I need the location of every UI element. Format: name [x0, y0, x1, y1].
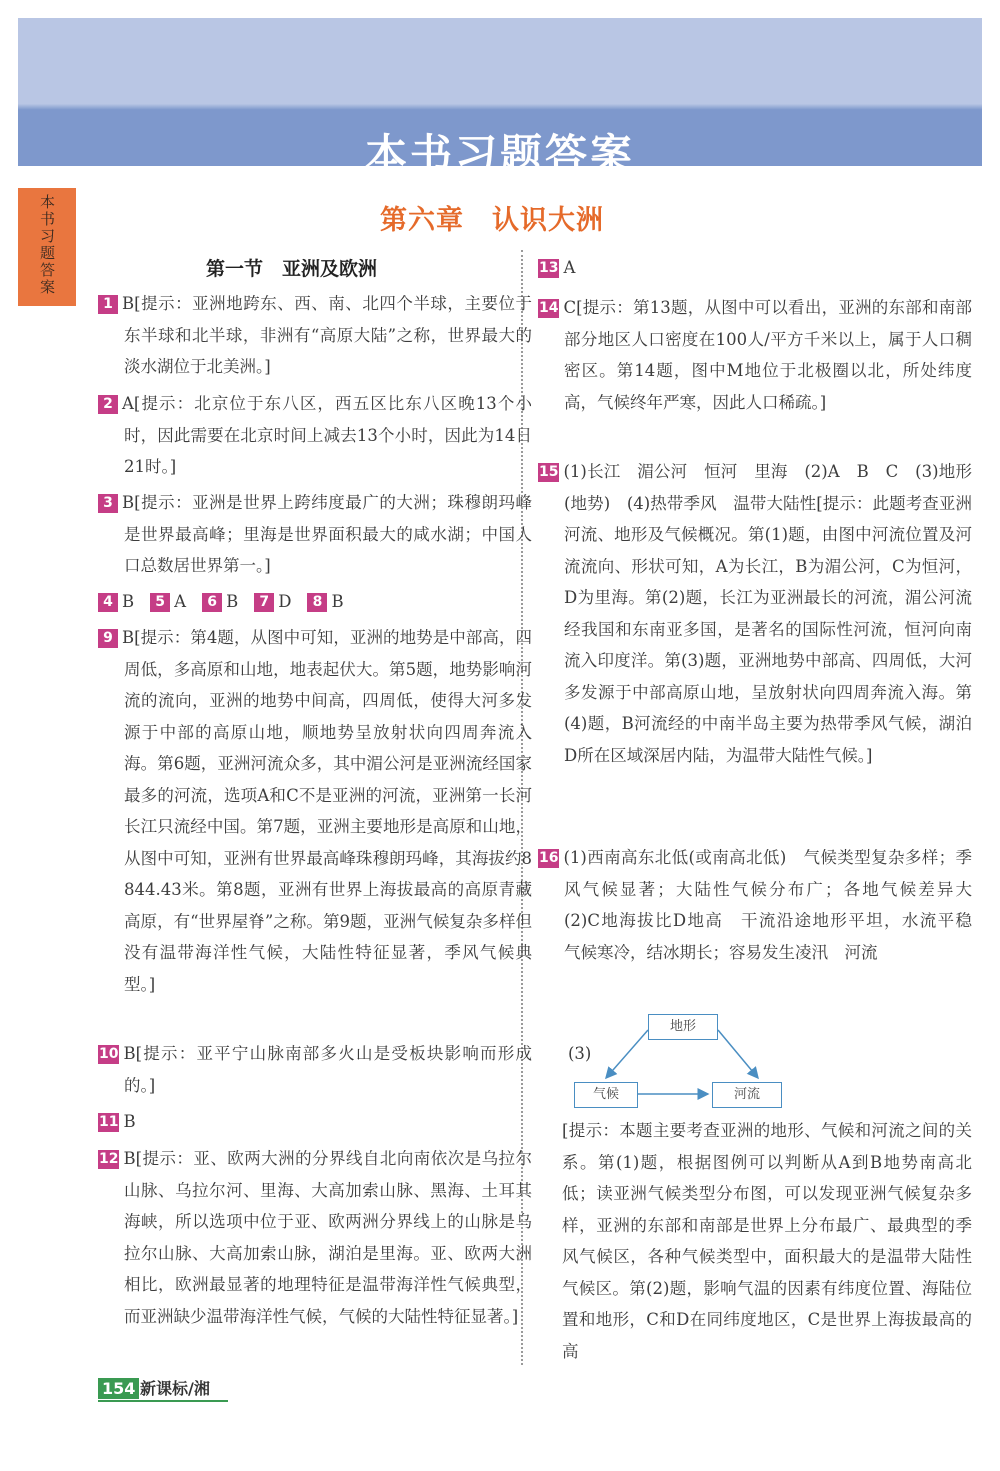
question-number-badge: 2: [98, 395, 118, 414]
answer-item: [538, 292, 972, 418]
answer-text: B: [122, 592, 135, 611]
answer-pair: [150, 592, 186, 611]
diagram-label: (3): [568, 1044, 592, 1063]
answer-item: [538, 456, 972, 771]
arrow-landform-to-climate: [606, 1030, 648, 1078]
answer-row-4-8: [98, 586, 532, 618]
relation-diagram: [562, 1012, 802, 1112]
question-number-badge: 16: [539, 850, 559, 866]
answer-pair: [307, 592, 343, 611]
answer-text: (1)西南高东北低(或南高北低) 气候类型复杂多样；季风气候显著；大陆性气候分布广；各地气候差异大 (2)C地海拔比D地高 干流沿途地形平坦，水流平稳 气候寒冷，结冰期长；容易发生凌汛 河流: [563, 848, 989, 962]
answer-text: B[提示：第4题，从图中可知，亚洲的地势是中部高，四周低，多高原和山地，地表起伏大。第5题，地势影响河流的流向，亚洲的地势中间高，四周低，使得大河多发源于中部的高原山地，顺地势呈放射状向四周奔流入海。第6题，亚洲河流众多，其中湄公河是亚洲流经国家最多的河流，选项A和C不是亚洲的河流，亚洲第一长河长江只流经中国。第7题，亚洲主要地形是高原和山地，从图中可知，亚洲有世界最高峰珠穆朗玛峰，其海拔约8 844.43米。第8题，亚洲有世界上海拔最高的高原青藏高原，有“世界屋脊”之称。第9题，亚洲气候复杂多样但没有温带海洋性气候，大陆性特征显著，季风气候典型。]: [122, 628, 532, 994]
question-number-badge: 15: [539, 464, 559, 480]
question-number-badge: 12: [99, 1151, 119, 1167]
answer-item: [98, 388, 532, 483]
question-number-badge: 6: [202, 593, 222, 612]
answer-item: [98, 487, 532, 582]
answer-pair: [98, 592, 134, 611]
answer-text: A[提示：北京位于东八区，西五区比东八区晚13个小时，因此需要在北京时间上减去13个小时，因此为14日21时。]: [122, 394, 532, 476]
question-number-badge: 9: [98, 629, 118, 648]
answer-text: B[提示：亚、欧两大洲的分界线自北向南依次是乌拉尔山脉、乌拉尔河、里海、大高加索山脉、黑海、土耳其海峡，所以选项中位于亚、欧两洲分界线上的山脉是乌拉尔山脉、大高加索山脉，湖泊是里海。亚、欧两大洲相比，欧洲最显著的地理特征是温带海洋性气候典型，而亚洲缺少温带海洋性气候，气候的大陆性特征显著。]: [123, 1149, 532, 1326]
answer-text: (1)长江 湄公河 恒河 里海 (2)A B C (3)地形(地势) (4)热带季风 温带大陆性[提示：此题考查亚洲河流、地形及气候概况。第(1)题，由图中河流位置及河流流向、形状可知，A为长江，B为湄公河，C为恒河，D为里海。第(2)题，长江为亚洲最长的河流，湄公河流经我国和东南亚多国，是著名的国际性河流，恒河向南流入印度洋。第(3)题，亚洲地势中部高、四周低，大河多发源于中部高原山地，呈放射状向四周奔流入海。第(4)题，B河流经的中南半岛主要为热带季风气候，湖泊D所在区域深居内陆，为温带大陆性气候。]: [563, 462, 972, 765]
question-number-badge: 8: [307, 593, 327, 612]
diagram-box-landform: 地形: [648, 1014, 718, 1040]
answer-item: [98, 1143, 532, 1332]
answer-item: [538, 252, 972, 284]
header-title: 本书习题答案: [364, 130, 635, 179]
answer-text: C[提示：第13题，从图中可以看出，亚洲的东部和南部部分地区人口密度在100人/平方千米以上，属于人口稠密区。第14题，图中M地位于北极圈以北，所处纬度高，气候终年严寒，因此人口稀疏。]: [563, 298, 972, 412]
question-number-badge: 11: [99, 1114, 119, 1130]
answer-text: A: [563, 258, 576, 277]
question-number-badge: 5: [150, 593, 170, 612]
side-tab: [18, 188, 76, 306]
question-number-badge: 4: [98, 593, 118, 612]
side-tab-label: 本书习题答案: [40, 193, 56, 296]
answer-text: B: [123, 1112, 136, 1131]
answer-item: [98, 1038, 532, 1101]
answer-item: [98, 1106, 532, 1138]
answer-pair: [254, 592, 291, 611]
answer-text: D: [278, 592, 292, 611]
question-number-badge: 1: [98, 295, 118, 314]
page-number: 154: [98, 1378, 139, 1399]
answer-text: B[提示：亚平宁山脉南部多火山是受板块影响而形成的。]: [123, 1044, 532, 1095]
question-number-badge: 14: [539, 300, 559, 316]
answer-item: [538, 842, 989, 968]
answer-text: B: [331, 592, 344, 611]
answer-text: [提示：本题主要考查亚洲的地形、气候和河流之间的关系。第(1)题，根据图例可以判断从A到B地势南高北低；读亚洲气候类型分布图，可以发现亚洲气候复杂多样，亚洲的东部和南部是世界上分布最广、最典型的季风气候区，各种气候类型中，面积最大的是温带大陆性气候区。第(2)题，影响气温的因素有纬度位置、海陆位置和地形，C和D在同纬度地区，C是世界上海拔最高的高: [562, 1121, 972, 1361]
arrow-landform-to-river: [718, 1030, 758, 1078]
question-number-badge: 3: [98, 494, 118, 513]
footer-rule: [98, 1400, 228, 1402]
answer-text: A: [174, 592, 187, 611]
diagram-box-river: 河流: [712, 1082, 782, 1108]
diagram-box-climate: 气候: [574, 1082, 638, 1108]
answer-pair: [202, 592, 238, 611]
answer-item: [98, 288, 532, 383]
answer-note: [538, 1115, 972, 1367]
answer-item: [98, 622, 532, 1000]
question-number-badge: 10: [99, 1046, 119, 1062]
question-number-badge: 13: [539, 260, 559, 276]
answer-text: B: [226, 592, 239, 611]
footer-label: 新课标/湘: [140, 1379, 210, 1398]
section-title: 第一节 亚洲及欧洲: [206, 258, 378, 280]
question-number-badge: 7: [254, 593, 274, 612]
chapter-title: 第六章 认识大洲: [380, 205, 604, 236]
answer-text: B[提示：亚洲是世界上跨纬度最广的大洲；珠穆朗玛峰是世界最高峰；里海是世界面积最大的咸水湖；中国人口总数居世界第一。]: [122, 493, 532, 575]
page-header-banner: [18, 18, 982, 179]
answer-text: B[提示：亚洲地跨东、西、南、北四个半球，主要位于东半球和北半球，非洲有“高原大陆”之称，世界最大的淡水湖位于北美洲。]: [122, 294, 532, 376]
